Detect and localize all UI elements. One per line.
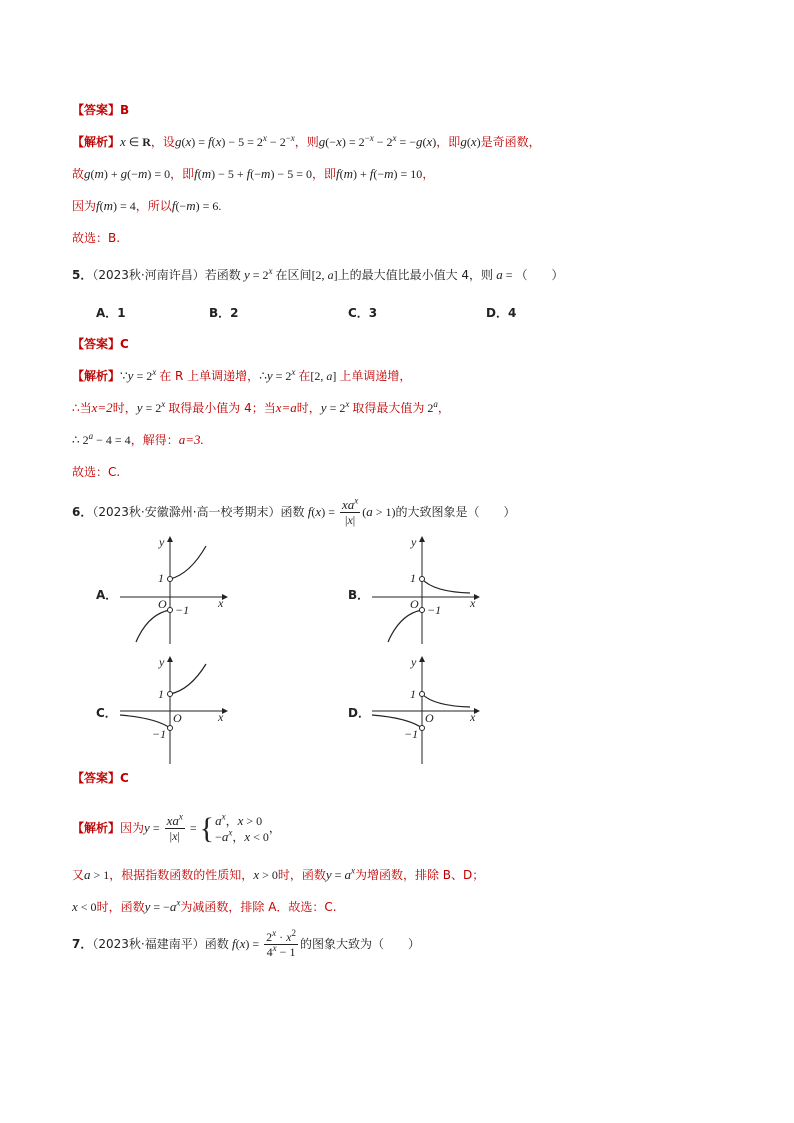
open-point [168, 577, 173, 582]
analysis-text: 取得最小值为 4；当 [168, 401, 276, 415]
math-fraction: $\frac{xa^x}{|x|}$ [341, 495, 359, 527]
y-axis-arrow [419, 656, 425, 662]
graph-b [370, 534, 480, 646]
analysis-text: 时， [296, 401, 321, 415]
analysis-text: 时，函数 [96, 900, 145, 914]
open-point [420, 577, 425, 582]
tick-one: 1 [158, 687, 164, 701]
question-number: 5． [72, 268, 93, 282]
analysis-text: 为增函数，排除 B、D； [354, 868, 485, 882]
answer-tag: 【答案】 [72, 337, 121, 351]
y-axis-label: y [411, 535, 417, 549]
origin-label: O [410, 597, 419, 611]
analysis-text: ，解得： [130, 433, 179, 447]
analysis-text: 又 [72, 868, 85, 882]
tick-neg-one: −1 [152, 727, 167, 741]
math-expr: x [120, 134, 126, 149]
question-text: 函数 [280, 505, 305, 519]
tick-neg-one: −1 [175, 603, 190, 617]
curve-positive [170, 546, 206, 579]
analysis-text: ，则 [294, 135, 319, 149]
math-fraction: $\frac{2^x \cdot x^2}{4^x - 1}$ [266, 928, 296, 959]
math-expr: ( [422, 135, 427, 149]
math-expr: ) = [191, 135, 208, 149]
tick-one: 1 [410, 571, 416, 585]
math-expr: g [416, 134, 423, 149]
tick-one: 1 [158, 571, 164, 585]
question-number: 7． [72, 937, 93, 951]
math-expr: g [460, 134, 467, 149]
q4-analysis-line-1 [72, 133, 541, 151]
answer-tag: 【答案】 [72, 771, 121, 785]
math-expr: ( [466, 135, 471, 149]
math-expr: ( [181, 135, 186, 149]
analysis-text: 为减函数，排除 A．故选：C. [180, 900, 337, 914]
analysis-text: ，即 [311, 167, 336, 181]
tick-neg-one: −1 [427, 603, 442, 617]
question-number: 6． [72, 505, 93, 519]
analysis-text: 上单调递增， [339, 369, 412, 383]
q5-option-b: B．2 [209, 306, 239, 320]
graph-label-b: B． [348, 588, 370, 602]
curve-positive [170, 664, 206, 694]
analysis-text: ，设 [150, 135, 175, 149]
question-source: （2023秋·福建南平） [92, 937, 205, 951]
graph-c [118, 654, 228, 766]
analysis-text: ，即 [170, 167, 195, 181]
math-expr: ) − $5 = 2^x - 2^{-x}$ [221, 133, 295, 149]
open-point [420, 726, 425, 731]
math-expr: g [318, 134, 326, 149]
analysis-text: ∴当 [72, 401, 92, 415]
curve-negative [388, 610, 422, 642]
y-axis-label: y [159, 655, 165, 669]
q6-answer-line [72, 769, 129, 787]
y-axis-label: y [159, 535, 165, 549]
q4-analysis-line-3: 因为f(m) = 4，所以f(−m) = 6. [72, 198, 222, 213]
analysis-text: 时， [112, 401, 137, 415]
math-expr: x [426, 134, 433, 149]
x-axis-label: x [470, 710, 476, 724]
open-point [168, 726, 173, 731]
q6-stem: 6．（2023秋·安徽滁州·高一校考期末）函数 f(x) = $\frac{xa^x}{|x|}$ (a > 1)的大致图象是（ ） [72, 495, 516, 527]
math-expr: ) = $2^{-x} - 2^x$ = − [341, 133, 417, 149]
question-source: （2023秋·河南许昌） [92, 268, 205, 282]
math-expr: g [174, 134, 182, 149]
math-expr: x=a [275, 400, 297, 415]
question-text: 若函数 [204, 268, 241, 282]
answer-value: C [120, 771, 129, 785]
q5-conclusion: 故选：C. [72, 465, 121, 479]
y-axis-label: y [411, 655, 417, 669]
q4-conclusion: 故选：B. [72, 231, 121, 245]
analysis-tag: 【解析】 [72, 821, 121, 835]
curve-negative [136, 610, 170, 642]
math-expr: [2, a] [311, 268, 338, 282]
math-expr: ( [211, 135, 216, 149]
curve-positive [422, 694, 470, 707]
question-text: 的大致图象是（ ） [395, 505, 516, 519]
graph-label-a: A． [96, 588, 118, 602]
analysis-text: 故 [72, 167, 85, 181]
question-text: （ ） [515, 268, 564, 282]
math-cases: $a^x$，x > 0 $-a^x$，x < 0 [215, 811, 269, 844]
analysis-text: 在 R 上单调递增， [159, 369, 260, 383]
analysis-text: 在 [298, 369, 311, 383]
question-text: 的图象大致为（ ） [299, 937, 420, 951]
analysis-text: ， [437, 401, 450, 415]
math-expr: x [185, 134, 192, 149]
origin-label: O [158, 597, 167, 611]
analysis-text: ，根据指数函数的性质知， [109, 868, 254, 882]
question-text: 函数 [204, 937, 229, 951]
math-expr: ) [476, 135, 481, 149]
analysis-text: 因为 [72, 199, 97, 213]
q6-analysis-line-3: x < 0时，函数$y = -a^x$为减函数，排除 A．故选：C. [72, 897, 337, 914]
math-fraction: $\frac{xa^x}{|x|}$ [166, 811, 183, 843]
question-source: （2023秋·安徽滁州·高一校考期末） [92, 505, 281, 519]
q4-answer-line [72, 101, 129, 119]
q5-option-c: C．3 [348, 306, 378, 320]
math-expr: (− [325, 135, 337, 149]
math-expr: x=2 [91, 400, 113, 415]
math-expr: ) [432, 135, 437, 149]
q5-analysis-line-3 [72, 431, 204, 449]
open-point [168, 692, 173, 697]
math-expr: y [240, 267, 250, 282]
q5-stem: 5．（2023秋·河南许昌）若函数 $y = 2^x$ 在区间[2, a]上的最大值比最小值大 4，则 a = （ ） [72, 266, 564, 282]
math-expr: g [84, 166, 91, 181]
graph-label-d: D． [348, 706, 370, 720]
math-expr: y [144, 820, 150, 835]
x-axis-label: x [470, 596, 476, 610]
analysis-text: ，即 [436, 135, 461, 149]
q5-analysis-line-1: 【解析】∵y = $2^x$ 在 R 上单调递增，∴y = $2^x$ 在[2, a] 上单调递增， [72, 367, 412, 383]
analysis-text: 时，函数 [277, 868, 326, 882]
math-expr: x [215, 134, 222, 149]
graph-label-c: C． [96, 706, 117, 720]
analysis-text: 因为 [120, 821, 145, 835]
math-expr: ∵ [120, 369, 128, 383]
math-expr: ∴ $2^a - 4 = 4$ [72, 431, 131, 447]
math-expr: f [228, 936, 236, 951]
math-expr: x [470, 134, 477, 149]
open-point [420, 608, 425, 613]
math-expr: f [304, 504, 312, 519]
x-axis-label: x [218, 596, 224, 610]
q5-option-d: D．4 [486, 306, 517, 320]
math-expr: ∈ R [125, 135, 151, 149]
open-point [420, 692, 425, 697]
open-point [168, 608, 173, 613]
question-text: 上的最大值比最小值大 4，则 [337, 268, 494, 282]
q5-answer-line [72, 335, 129, 353]
y-axis-arrow [167, 656, 173, 662]
math-expr: a=3. [178, 432, 204, 447]
graph-d [370, 654, 480, 766]
q4-analysis-line-2: 故g(m) + g(−m) = 0，即f(m) − 5 + f(−m) − 5 = 0，即f(m) + f(−m) = 10， [72, 166, 435, 181]
q6-analysis-line-1: 【解析】因为y = $\frac{xa^x}{|x|}$ = { $a^x$，x > 0 $-a^x$，x < 0 ， [72, 811, 281, 845]
q5-option-a: A．1 [96, 306, 126, 320]
q5-analysis-line-2: ∴当x=2时，$y = 2^x$ 取得最小值为 4；当x=a时，$y = 2^x$ 取得最大值为 2$^a$， [72, 399, 450, 415]
q7-stem: 7．（2023秋·福建南平）函数 f(x) = $\frac{2^x \cdot x^2}{4^x - 1}$ 的图象大致为（ ） [72, 928, 420, 959]
answer-value: B [120, 103, 130, 117]
tick-neg-one: −1 [404, 727, 419, 741]
math-expr: x [336, 134, 342, 149]
graph-a [118, 534, 228, 646]
analysis-text: 取得最大值为 [352, 401, 425, 415]
x-axis-label: x [218, 710, 224, 724]
origin-label: O [173, 711, 182, 725]
question-text: 在区间 [275, 268, 312, 282]
curve-positive [422, 579, 470, 593]
q6-analysis-line-2: 又a > 1，根据指数函数的性质知，x > 0时，函数$y = a^x$为增函数，排除 B、D； [72, 865, 485, 882]
analysis-tag: 【解析】 [72, 369, 121, 383]
origin-label: O [425, 711, 434, 725]
answer-tag: 【答案】 [72, 103, 121, 117]
analysis-text: ，所以 [135, 199, 172, 213]
math-expr: f [207, 134, 212, 149]
y-axis-arrow [167, 536, 173, 542]
y-axis-arrow [419, 536, 425, 542]
answer-value: C [120, 337, 129, 351]
tick-one: 1 [410, 687, 416, 701]
analysis-tag: 【解析】 [72, 135, 121, 149]
analysis-text: 是奇函数， [480, 135, 541, 149]
